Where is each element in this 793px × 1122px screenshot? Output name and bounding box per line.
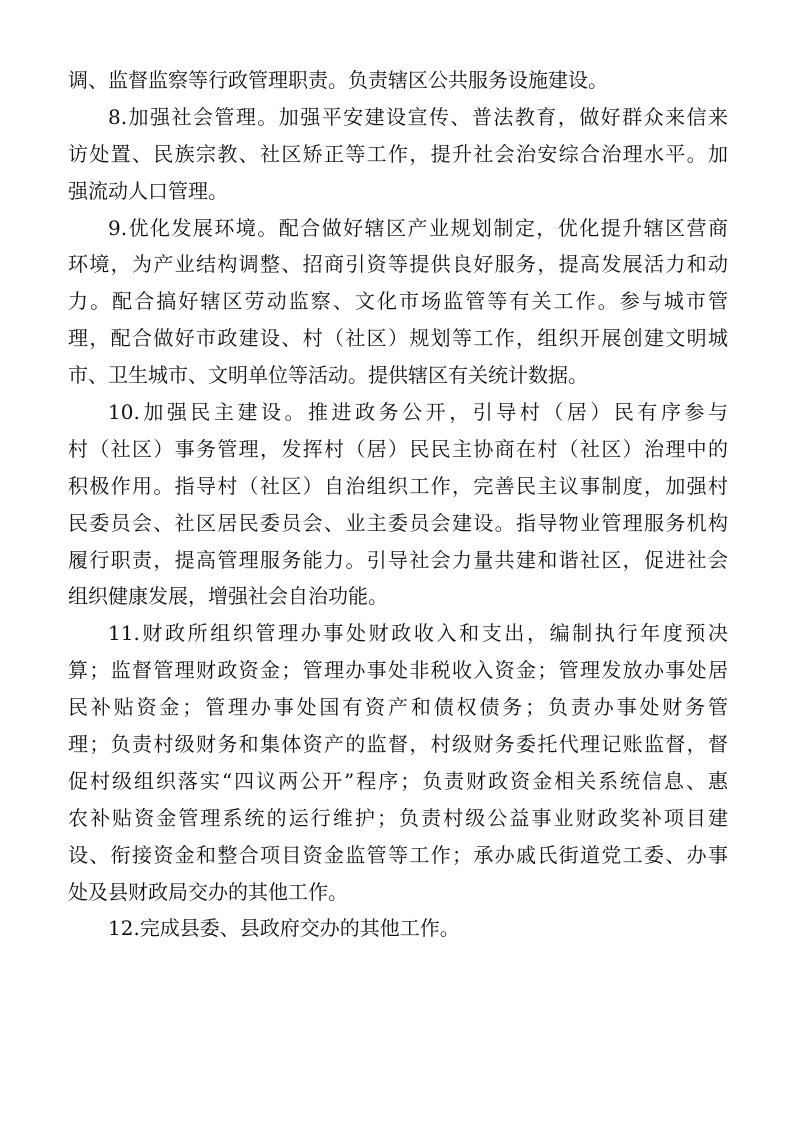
text-line: 9.优化发展环境。配合做好辖区产业规划制定，优化提升辖区营商 [108,215,728,240]
text-line: 市、卫生城市、文明单位等活动。提供辖区有关统计数据。 [68,363,588,388]
text-line: 民补贴资金；管理办事处国有资产和债权债务；负责办事处财务管 [68,695,728,720]
text-line: 10.加强民主建设。推进政务公开，引导村（居）民有序参与 [108,400,728,425]
text-line: 农补贴资金管理系统的运行维护；负责村级公益事业财政奖补项目建 [68,805,728,830]
text-line: 积极作用。指导村（社区）自治组织工作，完善民主议事制度，加强村 [68,473,728,498]
text-line: 理；负责村级财务和集体资产的监督，村级财务委托代理记账监督，督 [68,732,728,757]
text-line: 履行职责，提高管理服务能力。引导社会力量共建和谐社区，促进社会 [68,547,728,572]
text-line: 调、监督监察等行政管理职责。负责辖区公共服务设施建设。 [68,68,608,92]
text-line: 民委员会、社区居民委员会、业主委员会建设。指导物业管理服务机构 [68,510,728,535]
text-line: 力。配合搞好辖区劳动监察、文化市场监管等有关工作。参与城市管 [68,289,728,314]
text-line: 访处置、民族宗教、社区矫正等工作，提升社会治安综合治理水平。加 [68,141,728,166]
paragraph-10 [68,394,728,615]
text-line: 设、衔接资金和整合项目资金监管等工作；承办戚氏街道党工委、办事 [68,842,728,867]
paragraph-12 [68,910,728,947]
paragraph-8 [68,99,728,210]
document-page [68,62,728,947]
text-line: 8.加强社会管理。加强平安建设宣传、普法教育，做好群众来信来 [108,104,728,129]
text-line: 12.完成县委、县政府交办的其他工作。 [108,916,460,941]
text-line: 11.财政所组织管理办事处财政收入和支出，编制执行年度预决 [108,621,728,646]
text-line: 理，配合做好市政建设、村（社区）规划等工作，组织开展创建文明城 [68,326,728,351]
text-line: 组织健康发展，增强社会自治功能。 [68,584,388,609]
paragraph-7-tail [68,62,728,99]
paragraph-11 [68,615,728,910]
text-line: 促村级组织落实“四议两公开”程序；负责财政资金相关系统信息、惠 [68,768,728,793]
paragraph-9 [68,210,728,394]
text-line: 强流动人口管理。 [68,178,228,203]
text-line: 算；监督管理财政资金；管理办事处非税收入资金；管理发放办事处居 [68,658,728,683]
text-line: 村（社区）事务管理，发挥村（居）民民主协商在村（社区）治理中的 [68,436,728,461]
text-line: 处及县财政局交办的其他工作。 [68,879,348,904]
text-line: 环境，为产业结构调整、招商引资等提供良好服务，提高发展活力和动 [68,252,728,277]
